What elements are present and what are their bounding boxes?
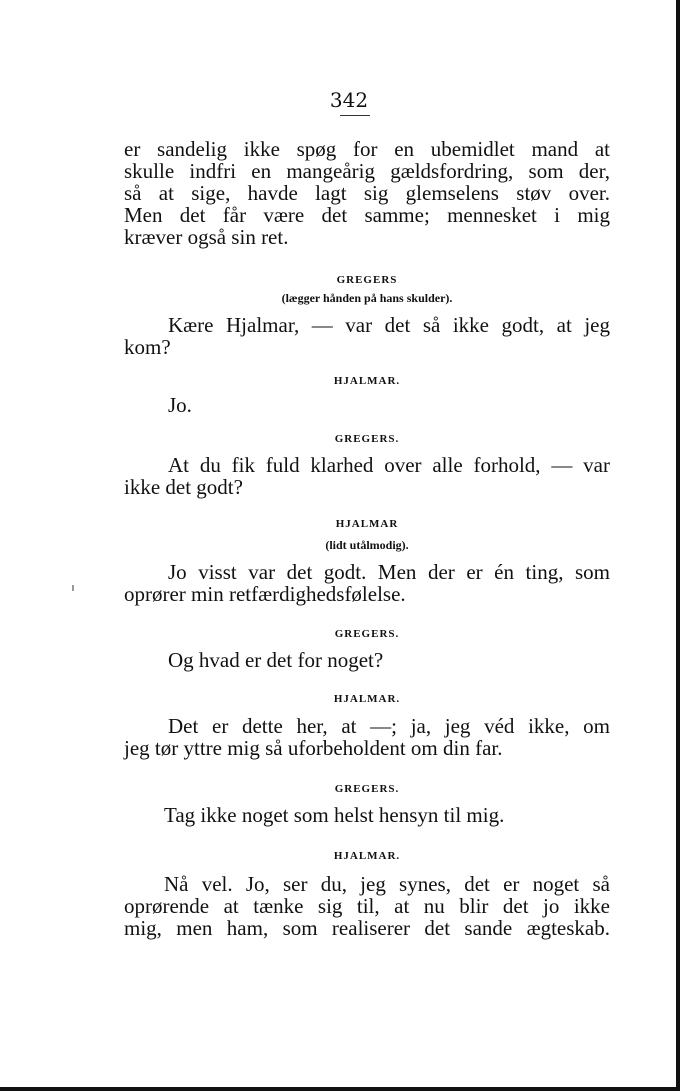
text-line: kom?: [124, 335, 171, 359]
dialogue-speech: [124, 314, 610, 358]
text-line: er sandelig ikke spøg for en ubemidlet mand at: [124, 137, 610, 161]
page-number: 342: [329, 88, 369, 112]
text-line: så at sige, havde lagt sig glemselens støv over.: [124, 181, 610, 205]
speaker-name: HJALMAR.: [333, 693, 401, 705]
text-line: Nå vel. Jo, ser du, jeg synes, det er noget så: [164, 872, 610, 896]
text-line: mig, men ham, som realiserer det sande ægteskab.: [124, 916, 610, 940]
speaker-name: GREGERS.: [334, 433, 400, 445]
dialogue-speech: [124, 454, 610, 498]
text-line: At du fik fuld klarhed over alle forhold, — var: [168, 453, 610, 477]
text-line: kræver også sin ret.: [124, 225, 289, 249]
opening-passage: [124, 138, 610, 248]
text-line: Og hvad er det for noget?: [168, 648, 384, 672]
stage-direction: (lægger hånden på hans skulder).: [281, 291, 453, 305]
text-line: Men det får være det samme; mennesket i mig: [124, 203, 610, 227]
stage-direction: (lidt utålmodig).: [325, 538, 409, 552]
text-line: ikke det godt?: [124, 475, 243, 499]
dialogue-speech: [124, 873, 610, 939]
speaker-name: HJALMAR: [335, 518, 399, 530]
page-number-rule: [340, 115, 370, 116]
dialogue-speech: [124, 561, 610, 605]
speaker-name: GREGERS.: [334, 783, 400, 795]
text-line: Tag ikke noget som helst hensyn til mig.: [164, 803, 505, 827]
text-line: Jo visst var det godt. Men der er én ting, som: [168, 560, 610, 584]
text-line: jeg tør yttre mig så uforbeholdent om din far.: [124, 736, 503, 760]
margin-mark: [72, 585, 74, 591]
page-edge-bottom: [0, 1087, 680, 1091]
text-line: Det er dette her, at —; ja, jeg véd ikke, om: [168, 714, 610, 738]
dialogue-speech: [124, 804, 610, 826]
text-line: skulle indfri en mangeårig gældsfordring, som der,: [124, 159, 610, 183]
speaker-name: HJALMAR.: [333, 850, 401, 862]
text-line: Kære Hjalmar, — var det så ikke godt, at jeg: [168, 313, 610, 337]
text-line: oprører min retfærdighedsfølelse.: [124, 582, 406, 606]
speaker-name: GREGERS.: [334, 628, 400, 640]
speaker-name: GREGERS: [336, 274, 398, 286]
dialogue-speech: [124, 394, 610, 416]
dialogue-speech: [124, 715, 610, 759]
speaker-name: HJALMAR.: [333, 375, 401, 387]
dialogue-speech: [124, 649, 610, 671]
text-line: oprørende at tænke sig til, at nu blir det jo ikke: [124, 894, 610, 918]
page-edge-right: [676, 0, 680, 1091]
text-line: Jo.: [168, 393, 192, 417]
